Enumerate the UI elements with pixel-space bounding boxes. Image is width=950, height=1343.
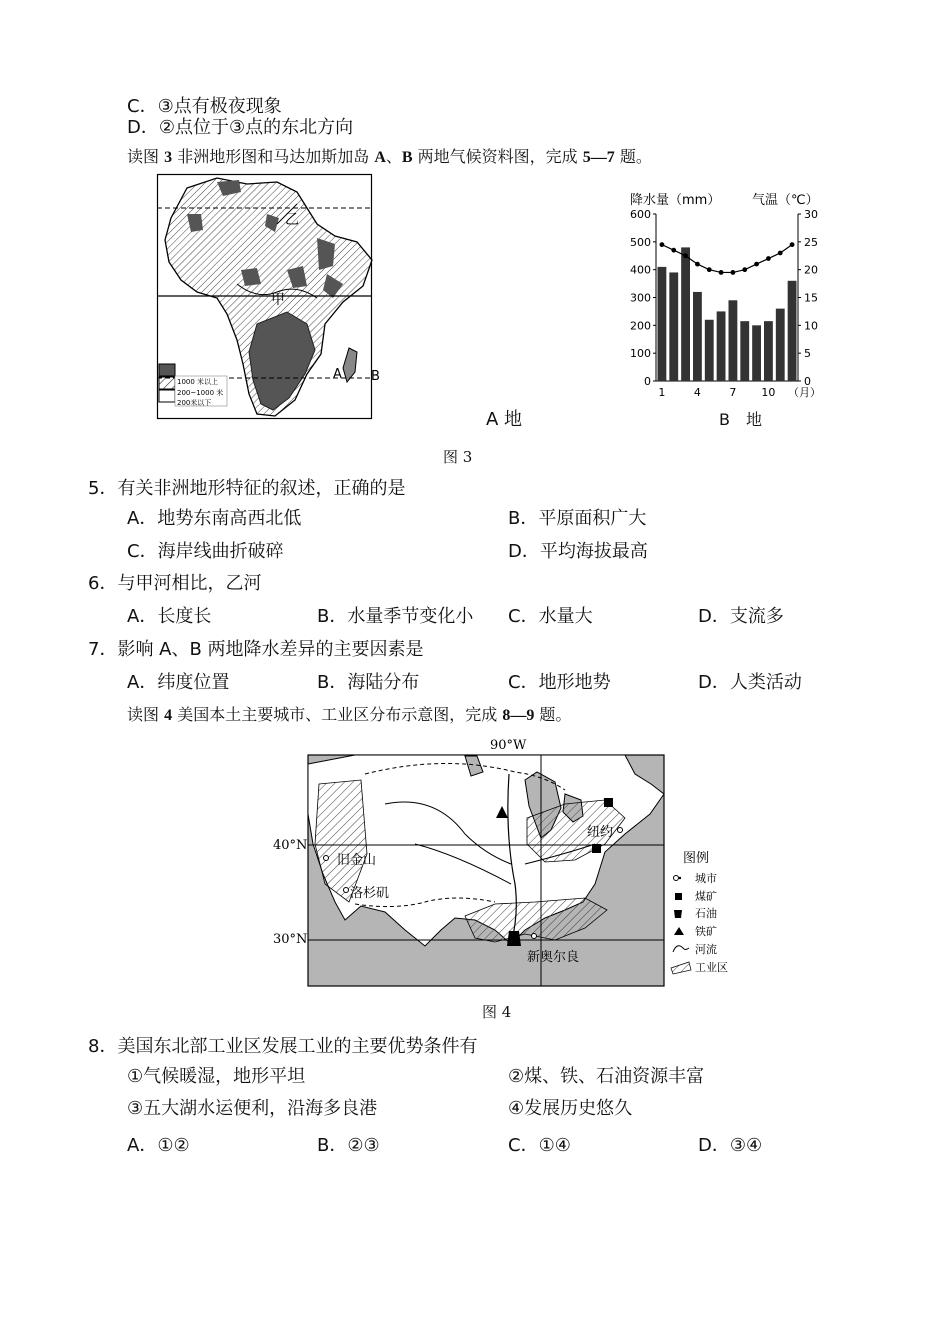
intro-figure-4: 读图 4 美国本土主要城市、工业区分布示意图，完成 8—9 题。: [127, 705, 572, 724]
chart-temp-point-month-11: [778, 251, 783, 256]
coal-marker-1: [604, 798, 613, 807]
q7-stem: 7．影响 A、B 两地降水差异的主要因素是: [88, 639, 424, 660]
chart-bar-month-4: [693, 292, 702, 381]
chart-temp-point-month-8: [742, 267, 747, 272]
chart-tick-label-right: 30: [804, 208, 818, 221]
q5-option-d[interactable]: D．平均海拔最高: [508, 541, 648, 562]
label-jia: 甲: [271, 292, 285, 308]
legend-river: 河流: [695, 943, 717, 956]
climate-chart: [620, 188, 825, 404]
q6-stem: 6．与甲河相比，乙河: [88, 573, 262, 594]
oil-marker: [507, 931, 521, 946]
figure-4-caption: 图 4: [482, 1003, 512, 1021]
lat-30n: 30°N: [273, 932, 308, 947]
chart-tick-label-right: 20: [804, 263, 818, 277]
label-b: B: [371, 369, 380, 384]
chart-tick-label-left: 600: [630, 208, 651, 221]
city-sf: 旧金山: [337, 853, 377, 868]
chart-bar-month-11: [776, 309, 785, 381]
chart-temp-point-month-1: [660, 242, 665, 247]
label-a: A: [333, 367, 342, 382]
q7-option-a[interactable]: A．纬度位置: [127, 672, 230, 693]
legend-200-1000: 200~1000 米: [177, 389, 224, 397]
chart-bar-month-3: [681, 247, 690, 381]
legend-oil: 石油: [695, 907, 717, 920]
q6-option-a[interactable]: A．长度长: [127, 606, 212, 627]
chart-tick-label-left: 500: [630, 235, 651, 249]
chart-bar-month-2: [669, 272, 678, 381]
chart-tick-label-right: 5: [804, 347, 811, 361]
q7-option-c[interactable]: C．地形地势: [508, 672, 611, 693]
city-no: 新奥尔良: [527, 950, 580, 965]
chart-temp-point-month-10: [766, 256, 771, 261]
q6-option-b[interactable]: B．水量季节变化小: [317, 606, 474, 627]
intro-figure-3: 读图 3 非洲地形图和马达加斯加岛 A、B 两地气候资料图，完成 5—7 题。: [127, 147, 652, 166]
chart-tick-label-left: 0: [644, 375, 651, 388]
chart-bar-month-10: [764, 321, 773, 381]
chart-x-tick-label: 4: [693, 386, 701, 399]
q6-option-d[interactable]: D．支流多: [698, 606, 784, 627]
chart-bar-month-12: [788, 281, 797, 381]
q7-option-b[interactable]: B．海陆分布: [317, 672, 420, 693]
q8-option-c[interactable]: C．①④: [508, 1135, 571, 1156]
q8-statement-3: ③五大湖水运便利，沿海多良港: [127, 1098, 378, 1119]
usa-legend: [671, 851, 728, 974]
chart-x-tick-label: 10: [761, 386, 776, 399]
legend-title: 图例: [683, 851, 710, 866]
chart-x-tick-label: 1: [658, 386, 666, 399]
chart-tick-label-right: 0: [804, 375, 811, 388]
q8-option-d[interactable]: D．③④: [698, 1135, 763, 1156]
legend-industrial: 工业区: [695, 961, 728, 974]
legend-iron: 铁矿: [695, 925, 717, 938]
q7-option-d[interactable]: D．人类活动: [698, 672, 802, 693]
legend-city: 城市: [695, 872, 717, 885]
legend-200: 200米以下: [177, 399, 212, 407]
chart-tick-label-right: 10: [804, 319, 818, 333]
usa-map: [265, 734, 745, 994]
q8-statement-1: ①气候暖湿，地形平坦: [127, 1066, 306, 1087]
q8-statement-2: ②煤、铁、石油资源丰富: [508, 1066, 705, 1087]
chart-ylabel-left: 降水量（mm）: [630, 193, 721, 208]
option-c-prev: C．③点有极夜现象: [127, 96, 282, 117]
q5-option-a[interactable]: A．地势东南高西北低: [127, 508, 302, 529]
chart-tick-label-right: 25: [804, 235, 818, 249]
q8-statement-4: ④发展历史悠久: [508, 1098, 633, 1119]
q8-stem: 8．美国东北部工业区发展工业的主要优势条件有: [88, 1036, 478, 1057]
chart-tick-label-right: 15: [804, 291, 818, 305]
chart-ylabel-right: 气温（℃）: [752, 193, 819, 208]
chart-temp-point-month-3: [683, 253, 688, 258]
label-b-place: B 地: [719, 410, 762, 429]
chart-bar-month-6: [717, 311, 726, 381]
figure-3-caption: 图 3: [443, 448, 473, 466]
city-la: 洛杉矶: [350, 886, 390, 901]
chart-bar-month-8: [740, 321, 749, 381]
chart-tick-label-left: 200: [630, 319, 651, 333]
q5-option-c[interactable]: C．海岸线曲折破碎: [127, 541, 284, 562]
africa-map: [157, 174, 380, 420]
lat-40n: 40°N: [273, 838, 308, 853]
q5-option-b[interactable]: B．平原面积广大: [508, 508, 647, 529]
chart-bar-month-5: [705, 320, 714, 381]
legend-coal: 煤矿: [695, 890, 717, 903]
chart-temp-point-month-2: [671, 248, 676, 253]
chart-tick-label-left: 400: [630, 263, 651, 277]
chart-bar-month-9: [752, 325, 761, 381]
chart-temp-point-month-12: [790, 242, 795, 247]
q5-stem: 5．有关非洲地形特征的叙述，正确的是: [88, 478, 406, 499]
label-a-place: A 地: [486, 409, 523, 430]
option-d-prev: D．②点位于③点的东北方向: [127, 117, 354, 138]
chart-tick-label-left: 100: [630, 347, 651, 361]
q6-option-c[interactable]: C．水量大: [508, 606, 593, 627]
chart-temp-point-month-5: [707, 267, 712, 272]
chart-x-tick-label: 7: [729, 386, 737, 399]
chart-bar-month-7: [729, 300, 738, 381]
chart-xlabel: （月）: [788, 386, 821, 399]
coal-marker-2: [592, 844, 601, 853]
chart-temp-point-month-9: [754, 262, 759, 267]
legend-1000: 1000 米以上: [177, 378, 219, 386]
chart-temp-point-month-6: [719, 270, 724, 275]
label-yi: 乙: [285, 212, 299, 228]
lon-90w: 90°W: [490, 738, 527, 753]
q8-option-a[interactable]: A．①②: [127, 1135, 190, 1156]
city-ny: 纽约: [587, 825, 614, 840]
chart-bar-month-1: [658, 267, 667, 381]
chart-temp-point-month-4: [695, 262, 700, 267]
q8-option-b[interactable]: B．②③: [317, 1135, 380, 1156]
chart-temp-point-month-7: [731, 270, 736, 275]
chart-tick-label-left: 300: [630, 291, 651, 305]
